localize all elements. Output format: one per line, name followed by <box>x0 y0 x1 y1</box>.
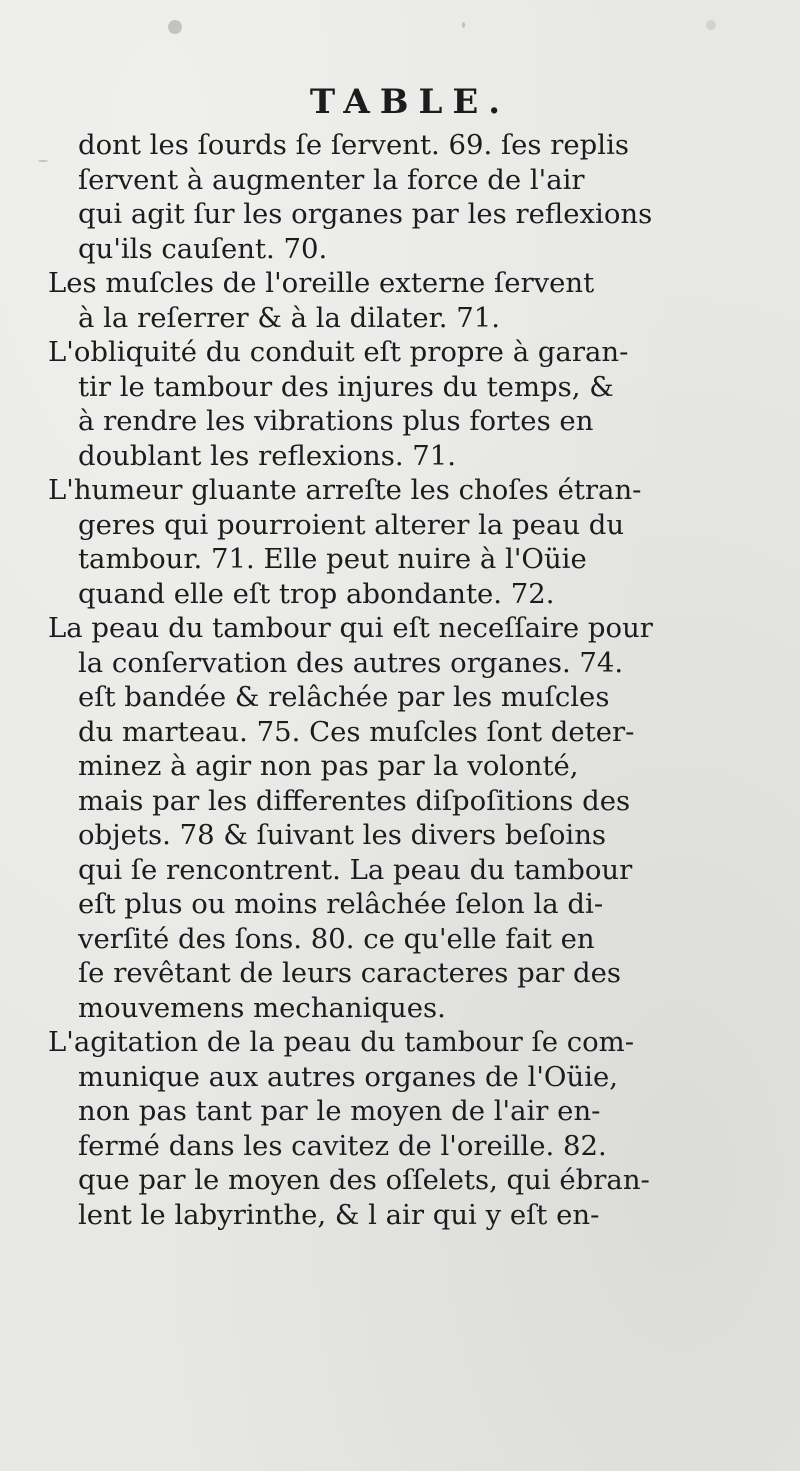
text-line: qui agit ſur les organes par les reflexions <box>78 198 653 230</box>
index-entry <box>48 611 653 1025</box>
index-text <box>48 128 653 1232</box>
index-entry <box>48 473 642 611</box>
text-line: L'agitation de la peau du tambour ſe com- <box>48 1026 635 1058</box>
text-line: objets. 78 & ſuivant les divers beſoins <box>78 819 607 851</box>
text-line: verſité des ſons. 80. ce qu'elle fait en <box>78 922 595 955</box>
text-line: fermé dans les cavitez de l'oreille. 82. <box>78 1129 607 1162</box>
text-line: tir le tambour des injures du temps, & <box>78 370 614 403</box>
index-entry <box>48 266 628 335</box>
text-line: eſt bandée & relâchée par les muſcles <box>78 681 610 713</box>
text-line: munique aux autres organes de l'Oüie, <box>78 1060 618 1093</box>
text-line: qui ſe rencontrent. La peau du tambour <box>78 853 633 886</box>
ink-speck <box>168 20 182 34</box>
text-line: L'obliquité du conduit eſt propre à garan- <box>48 336 629 368</box>
text-line: dont les ſourds ſe ſervent. 69. ſes replis <box>78 129 629 161</box>
text-line: L'humeur gluante arreſte les choſes étran- <box>48 474 642 506</box>
text-line: eſt plus ou moins relâchée ſelon la di- <box>78 888 604 920</box>
continuation-block <box>48 128 653 266</box>
text-line: quand elle eſt trop abondante. 72. <box>78 577 555 610</box>
text-line: qu'ils cauſent. 70. <box>78 232 328 265</box>
index-entry <box>48 335 628 473</box>
text-line: à la reſerrer & à la dilater. 71. <box>78 301 500 334</box>
text-line: lent le labyrinthe, & l air qui y eſt en- <box>78 1198 600 1231</box>
text-line: minez à agir non pas par la volonté, <box>78 750 579 782</box>
index-entry <box>48 1025 650 1232</box>
text-line: du marteau. 75. Ces muſcles ſont deter- <box>78 715 635 748</box>
text-line: Les muſcles de l'oreille externe ſervent <box>48 267 595 299</box>
text-line: tambour. 71. Elle peut nuire à l'Oüie <box>78 543 587 575</box>
text-line: que par le moyen des oſſelets, qui ébran- <box>78 1164 650 1196</box>
ink-speck <box>706 20 716 30</box>
text-line: geres qui pourroient alterer la peau du <box>78 508 625 541</box>
text-line: mais par les differentes diſpoſitions des <box>78 784 631 817</box>
text-line: ſervent à augmenter la force de l'air <box>78 163 585 196</box>
text-line: à rendre les vibrations plus fortes en <box>78 405 594 437</box>
text-line: la conſervation des autres organes. 74. <box>78 646 624 679</box>
ink-speck <box>38 160 48 162</box>
ink-speck <box>462 22 465 28</box>
text-line: La peau du tambour qui eſt neceſſaire pour <box>48 612 653 644</box>
text-line: non pas tant par le moyen de l'air en- <box>78 1095 601 1127</box>
text-line: ſe revêtant de leurs caracteres par des <box>78 957 621 989</box>
text-line: mouvemens mechaniques. <box>78 991 446 1024</box>
page-header: TABLE. <box>309 82 511 122</box>
text-line: doublant les reflexions. 71. <box>78 439 457 472</box>
